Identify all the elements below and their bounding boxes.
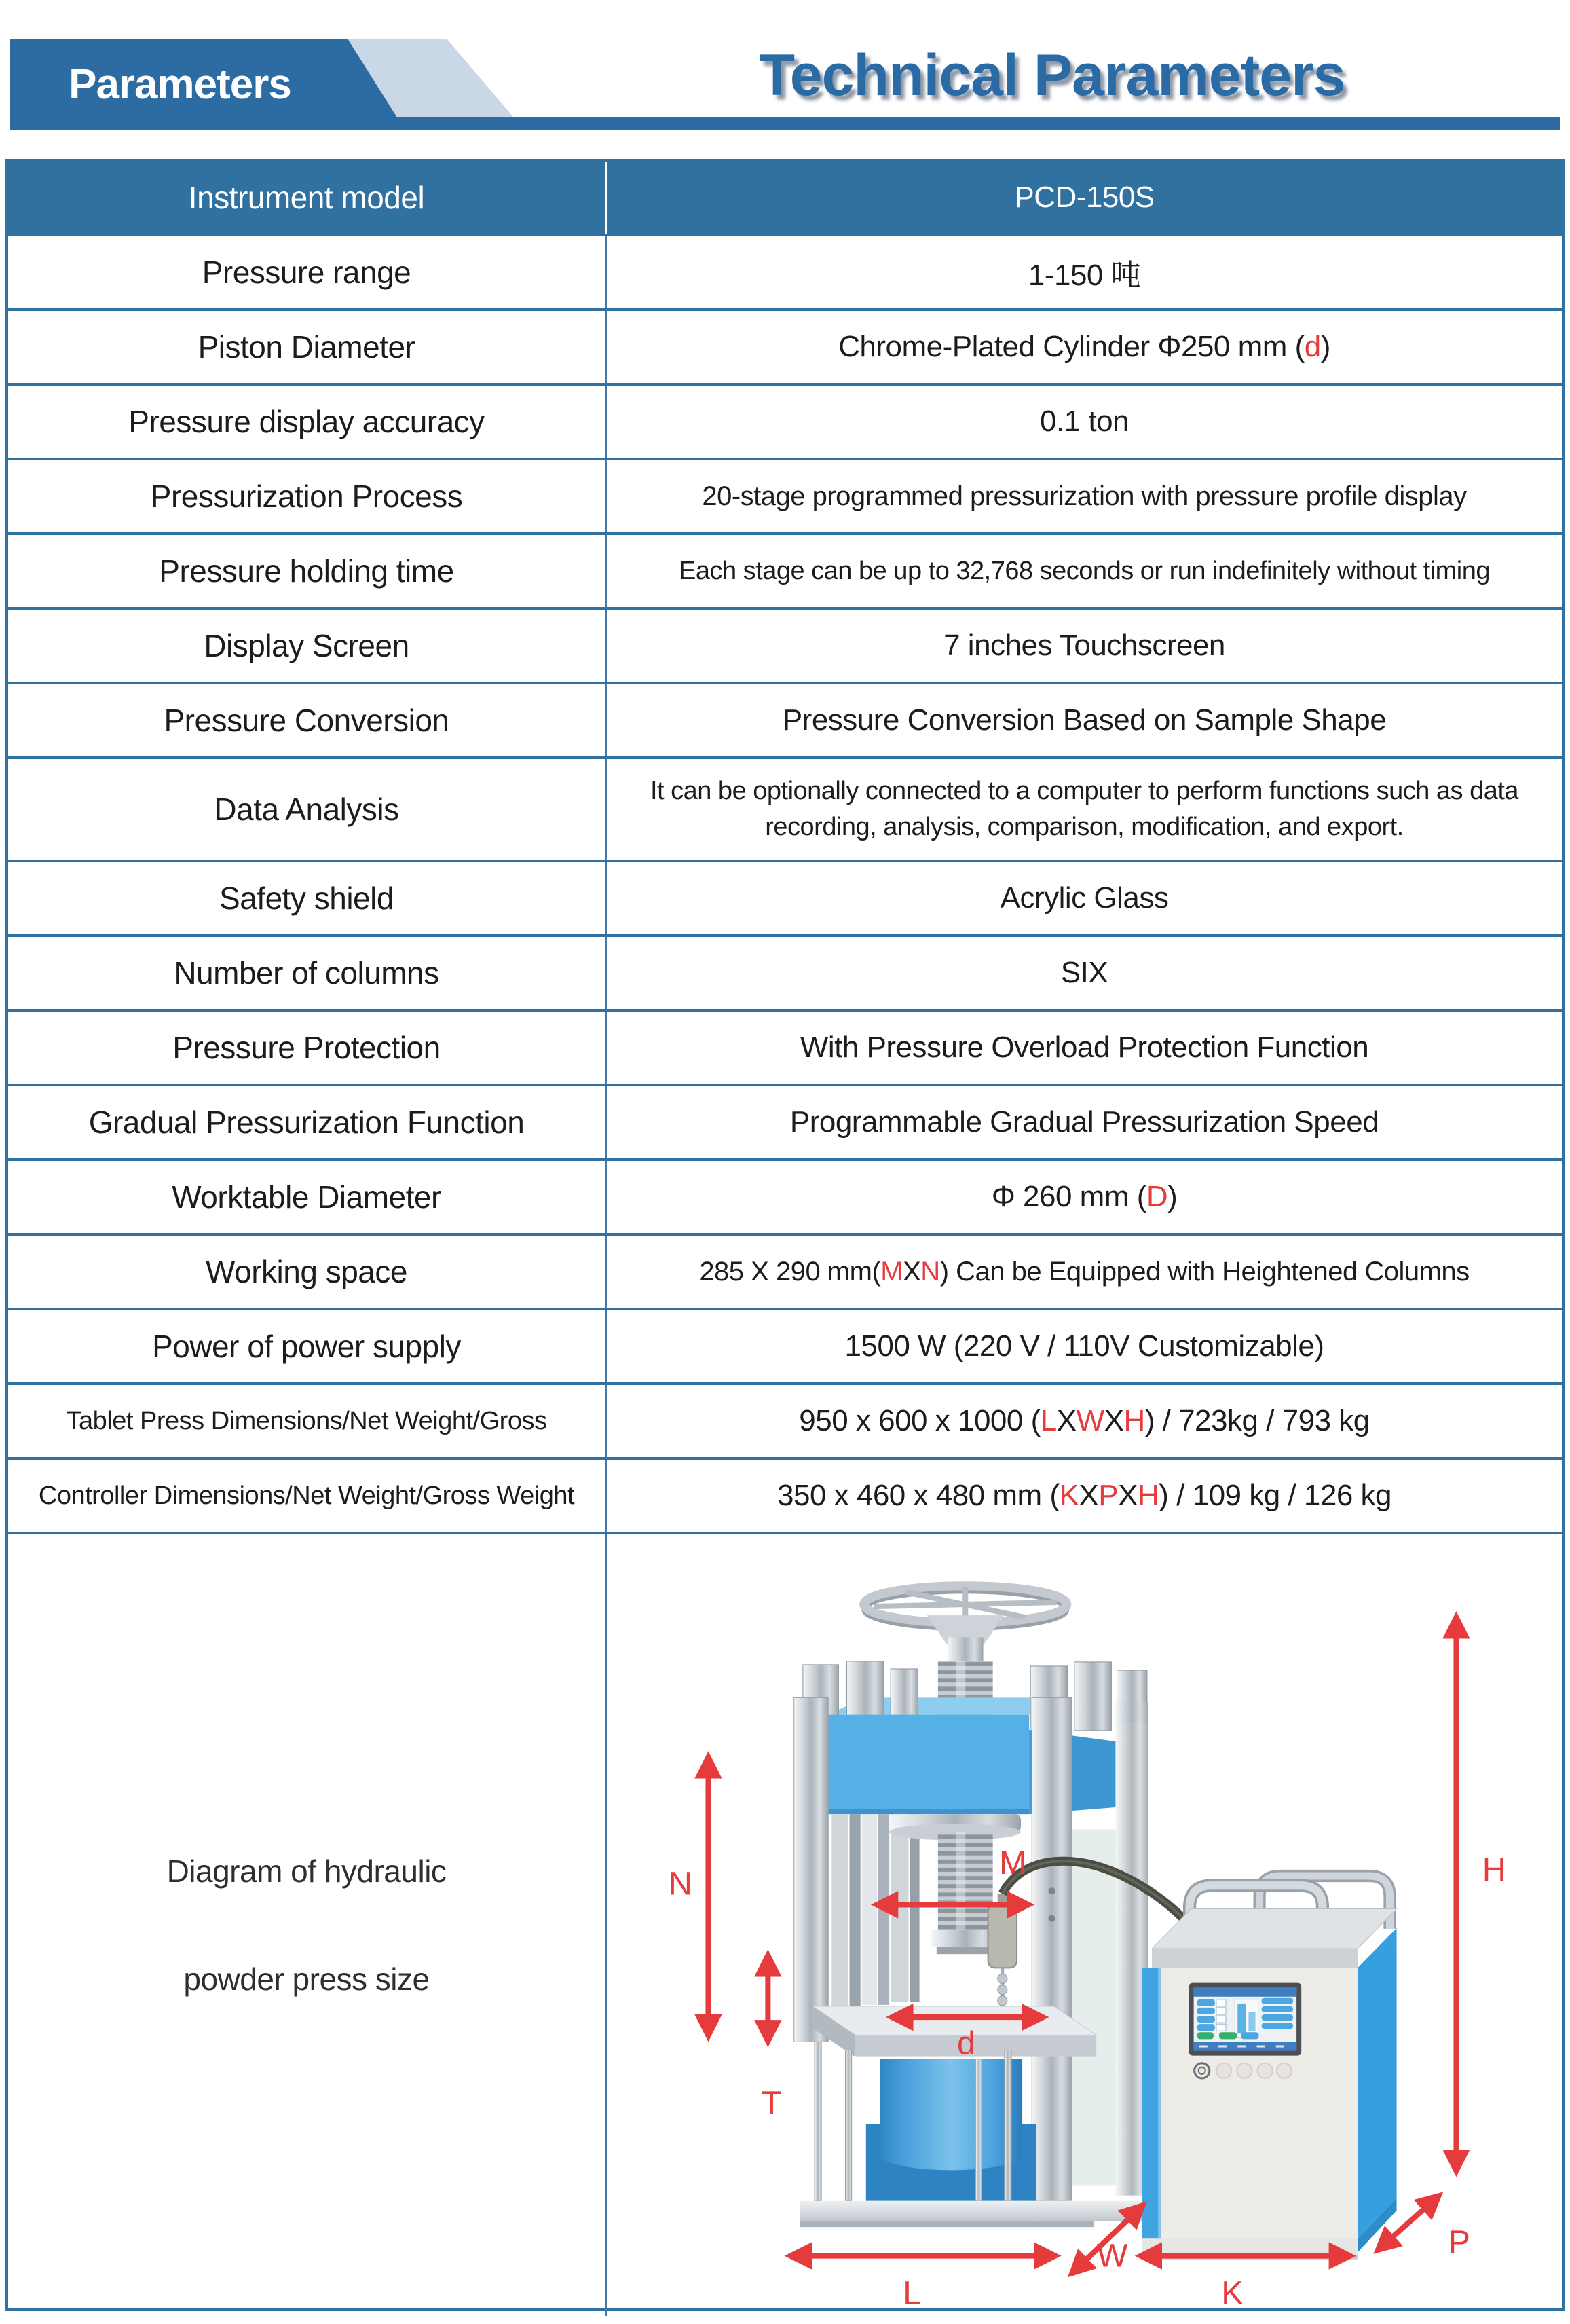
diagram-caption-line2: powder press size <box>183 1961 430 1997</box>
value-segment: X <box>1056 1404 1077 1437</box>
row-value: 1500 W (220 V / 110V Customizable) <box>844 1329 1324 1363</box>
row-value-text: It can be optionally connected to a computer to perform functions such as data recording, analysis, comparison, modification, and export. <box>650 776 1519 841</box>
row-label: Pressurization Process <box>8 460 607 532</box>
dimension-label-W: W <box>1096 2237 1128 2274</box>
table-row <box>8 308 1562 383</box>
value-segment: ) / 109 kg / 126 kg <box>1159 1479 1391 1512</box>
guide-columns <box>831 1814 919 2008</box>
controller-touchscreen <box>1189 1983 1302 2056</box>
value-segment: 350 x 460 x 480 mm ( <box>777 1479 1060 1512</box>
diagram-caption <box>8 1534 607 2316</box>
diagram-image <box>607 1534 1562 2316</box>
row-value <box>607 1161 1562 1233</box>
value-segment: 950 x 600 x 1000 ( <box>799 1404 1041 1437</box>
crosshead <box>827 1715 1029 1814</box>
value-segment: X <box>1118 1479 1138 1512</box>
table-row <box>8 1009 1562 1084</box>
dimension-label-d: d <box>957 2025 975 2062</box>
row-value: SIX <box>1060 956 1108 989</box>
dimension-label-P: P <box>1448 2224 1470 2261</box>
table-row <box>8 383 1562 458</box>
hand-wheel-icon <box>864 1586 1067 1665</box>
row-label: Gradual Pressurization Function <box>8 1086 607 1158</box>
worktable <box>812 2006 1096 2057</box>
table-row <box>8 934 1562 1009</box>
table-row <box>8 1308 1562 1382</box>
row-label: Safety shield <box>8 862 607 934</box>
row-value: Pressure Conversion Based on Sample Shape <box>782 703 1387 737</box>
value-segment: L <box>1040 1404 1057 1437</box>
value-segment: M <box>880 1256 903 1287</box>
diagram-row <box>8 1532 1562 2312</box>
table-row <box>8 532 1562 607</box>
table-row <box>8 1457 1562 1532</box>
value-segment: H <box>1123 1404 1145 1437</box>
value-segment: 285 X 290 mm( <box>699 1256 881 1287</box>
value-segment: X <box>903 1256 921 1287</box>
value-segment: D <box>1146 1180 1168 1213</box>
row-label: Number of columns <box>8 937 607 1009</box>
table-row <box>8 1084 1562 1158</box>
table-row <box>8 860 1562 934</box>
parameters-table <box>5 159 1565 2311</box>
row-value: 1-150 吨 <box>1028 259 1141 292</box>
press-size-diagram <box>607 1534 1562 2316</box>
value-segment: H <box>1137 1479 1159 1512</box>
row-label: Pressure display accuracy <box>8 386 607 458</box>
load-sensor <box>988 1904 1017 1968</box>
table-row <box>8 682 1562 756</box>
table-header-row <box>8 162 1562 234</box>
row-value: 7 inches Touchscreen <box>943 629 1225 662</box>
table-row <box>8 1158 1562 1233</box>
row-value: PCD-150S <box>607 162 1562 234</box>
power-button-icon <box>1195 2063 1210 2078</box>
row-label: Pressure Protection <box>8 1012 607 1084</box>
value-segment: ) / 723kg / 793 kg <box>1144 1404 1370 1437</box>
controller-top-cap <box>1152 1908 1397 1949</box>
value-segment: K <box>1059 1479 1079 1512</box>
value-segment: P <box>1098 1479 1119 1512</box>
value-segment: X <box>1079 1479 1099 1512</box>
dimension-label-T: T <box>761 2084 781 2122</box>
value-segment: ) <box>1167 1180 1178 1213</box>
controller-side-panel <box>1358 1928 1397 2239</box>
table-row <box>8 234 1562 308</box>
table-row <box>8 607 1562 682</box>
frame-column-left <box>794 1697 829 2042</box>
section-badge: Parameters <box>69 61 291 108</box>
value-segment: ) Can be Equipped with Heightened Columns <box>939 1256 1470 1287</box>
acrylic-shield <box>1072 1829 1116 2185</box>
row-label: Pressure holding time <box>8 535 607 607</box>
row-value: Each stage can be up to 32,768 seconds or run indefinitely without timing <box>678 556 1491 585</box>
base-plate <box>800 2201 1094 2221</box>
row-label: Pressure Conversion <box>8 684 607 756</box>
row-value: 20-stage programmed pressurization with pressure profile display <box>702 481 1467 511</box>
row-label: Piston Diameter <box>8 311 607 383</box>
row-label: Instrument model <box>8 162 607 234</box>
table-row <box>8 1233 1562 1308</box>
dimension-label-M: M <box>999 1844 1026 1881</box>
row-label: Working space <box>8 1236 607 1308</box>
table-row <box>8 458 1562 532</box>
row-label: Controller Dimensions/Net Weight/Gross Weight <box>8 1460 607 1532</box>
row-value <box>607 1236 1562 1308</box>
row-value: 0.1 ton <box>1039 405 1129 438</box>
value-segment: X <box>1104 1404 1124 1437</box>
diagram-caption-line1: Diagram of hydraulic <box>166 1853 447 1889</box>
row-label: Pressure range <box>8 236 607 308</box>
value-segment: N <box>920 1256 940 1287</box>
row-label: Tablet Press Dimensions/Net Weight/Gross <box>8 1385 607 1457</box>
row-value <box>607 759 1562 860</box>
row-label: Power of power supply <box>8 1310 607 1382</box>
row-value: Acrylic Glass <box>1000 881 1169 915</box>
row-value: With Pressure Overload Protection Function <box>800 1031 1369 1064</box>
value-segment: ) <box>1320 330 1330 363</box>
dimension-label-K: K <box>1221 2274 1244 2312</box>
row-label: Worktable Diameter <box>8 1161 607 1233</box>
dimension-label-N: N <box>668 1865 692 1902</box>
row-value: Programmable Gradual Pressurization Speed <box>789 1105 1379 1139</box>
row-value <box>607 311 1562 383</box>
dimension-label-L: L <box>903 2274 921 2312</box>
controller-unit <box>1142 1876 1397 2260</box>
page-title: Technical Parameters <box>759 43 1345 108</box>
value-segment: Φ 260 mm ( <box>991 1180 1146 1213</box>
value-segment: d <box>1304 330 1321 363</box>
table-row <box>8 756 1562 860</box>
row-value <box>607 1460 1562 1532</box>
value-segment: Chrome-Plated Cylinder Φ250 mm ( <box>838 330 1305 363</box>
dimension-label-H: H <box>1482 1851 1506 1889</box>
row-label: Data Analysis <box>8 759 607 860</box>
page-banner <box>0 0 1570 143</box>
frame-column-right <box>1032 1697 1072 2200</box>
row-value <box>607 1385 1562 1457</box>
row-label: Display Screen <box>8 610 607 682</box>
value-segment: W <box>1076 1404 1104 1437</box>
table-row <box>8 1382 1562 1457</box>
